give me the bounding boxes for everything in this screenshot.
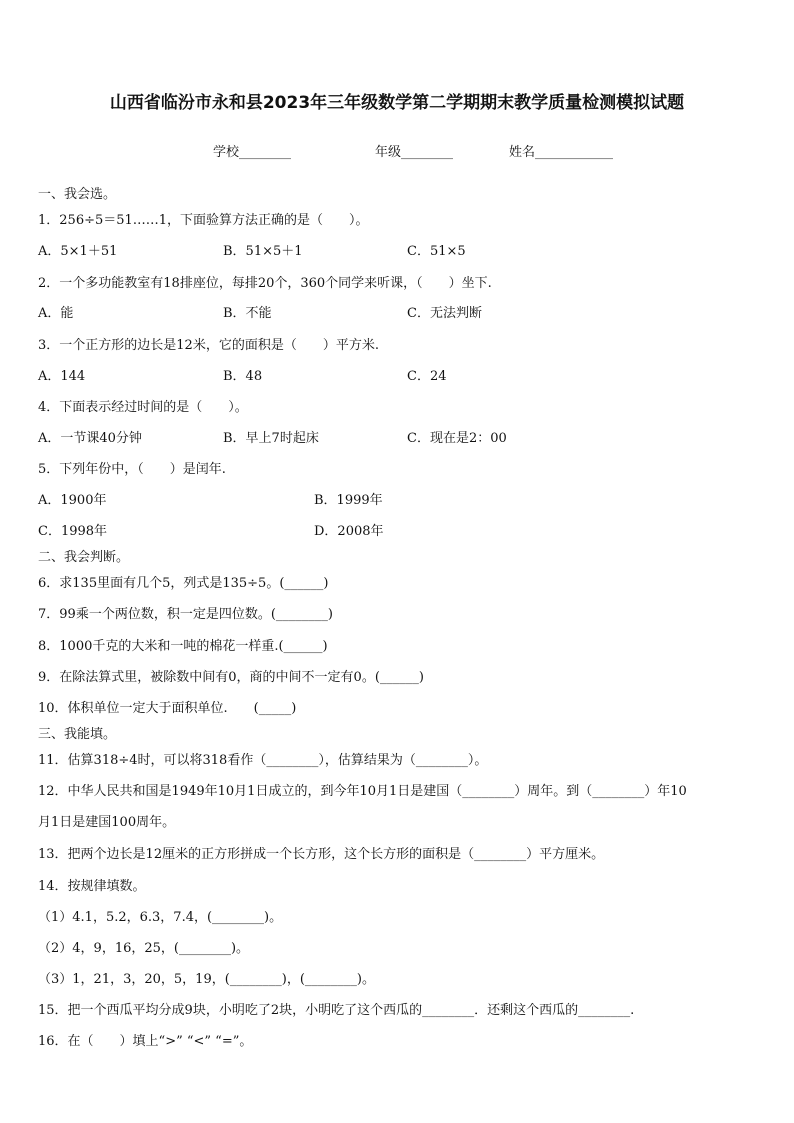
q4-option-c: C．现在是2：00	[407, 431, 507, 446]
question-15: 15．把一个西瓜平均分成9块，小明吃了2块，小明吃了这个西瓜的________．还剩这个西瓜的________.	[38, 1003, 635, 1018]
question-14-part-1: （1）4.1，5.2，6.3，7.4，(________)。	[38, 910, 283, 925]
question-4: 4．下面表示经过时间的是（ ）。	[38, 400, 248, 415]
question-12-line-1: 12．中华人民共和国是1949年10月1日成立的，到今年10月1日是建国（________）周年。到（________）年10	[38, 784, 687, 799]
question-16: 16．在（ ）填上“>” “<” “=”。	[38, 1034, 253, 1049]
q2-option-b: B．不能	[223, 306, 272, 321]
q5-option-c: C．1998年	[38, 524, 108, 539]
q1-option-b: B．51×5＋1	[223, 244, 303, 259]
q5-option-b: B．1999年	[314, 493, 383, 508]
question-13: 13．把两个边长是12厘米的正方形拼成一个长方形，这个长方形的面积是（________）平方厘米。	[38, 847, 605, 862]
question-6: 6．求135里面有几个5，列式是135÷5。(______)	[38, 576, 329, 591]
grade-field: 年级________	[375, 145, 454, 160]
q3-option-b: B．48	[223, 369, 263, 384]
q4-option-a: A．一节课40分钟	[38, 431, 142, 446]
school-field: 学校________	[213, 145, 292, 160]
question-1: 1．256÷5＝51……1，下面验算方法正确的是（ ）。	[38, 213, 369, 228]
page-title: 山西省临汾市永和县2023年三年级数学第二学期期末教学质量检测模拟试题	[109, 93, 685, 113]
section-heading-fill: 三、我能填。	[38, 727, 117, 742]
question-9: 9．在除法算式里，被除数中间有0，商的中间不一定有0。(______)	[38, 670, 424, 685]
question-3: 3．一个正方形的边长是12米，它的面积是（ ）平方米.	[38, 338, 379, 353]
q4-option-b: B．早上7时起床	[223, 431, 319, 446]
question-14-part-2: （2）4，9，16，25，(________)。	[38, 941, 250, 956]
q3-option-a: A．144	[38, 369, 86, 384]
name-field: 姓名____________	[509, 145, 614, 160]
question-14-part-3: （3）1，21，3，20，5，19，(________)，(________)。	[38, 972, 375, 987]
question-14: 14．按规律填数。	[38, 879, 146, 894]
q1-option-a: A．5×1＋51	[38, 244, 118, 259]
question-11: 11．估算318÷4时，可以将318看作（________），估算结果为（________）。	[38, 753, 488, 768]
question-8: 8．1000千克的大米和一吨的棉花一样重.(______)	[38, 639, 328, 654]
q3-option-c: C．24	[407, 369, 447, 384]
question-2: 2．一个多功能教室有18排座位，每排20个，360个同学来听课，（ ）坐下.	[38, 276, 492, 291]
q5-option-a: A．1900年	[38, 493, 107, 508]
section-heading-judge: 二、我会判断。	[38, 550, 130, 565]
question-12-line-2: 月1日是建国100周年。	[38, 815, 176, 830]
q2-option-a: A．能	[38, 306, 74, 321]
q2-option-c: C．无法判断	[407, 306, 482, 321]
q5-option-d: D．2008年	[314, 524, 384, 539]
question-5: 5．下列年份中，（ ）是闰年.	[38, 462, 226, 477]
question-7: 7．99乘一个两位数，积一定是四位数。(________)	[38, 607, 333, 622]
section-heading-choice: 一、我会选。	[38, 187, 117, 202]
q1-option-c: C．51×5	[407, 244, 466, 259]
question-10: 10．体积单位一定大于面积单位. (_____)	[38, 701, 297, 716]
